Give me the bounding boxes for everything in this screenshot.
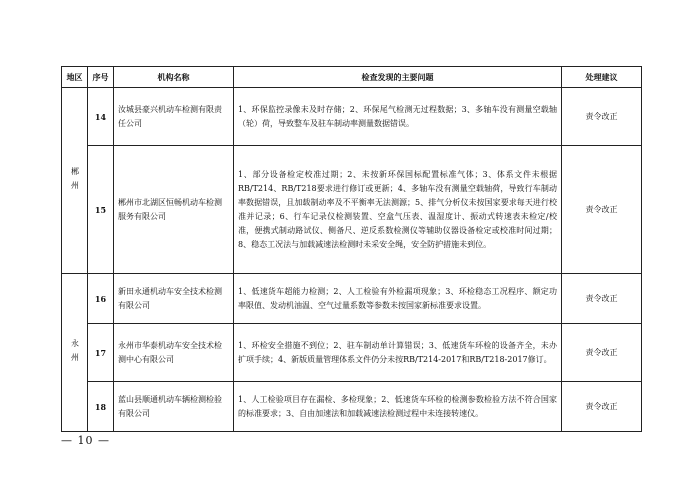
- row-number: 17: [88, 324, 114, 382]
- table-row: [62, 324, 642, 382]
- row-number: 14: [88, 88, 114, 146]
- org-name: 新田永通机动车安全技术检测有限公司: [114, 274, 234, 324]
- page-number: — 10 —: [61, 434, 110, 447]
- issues-text: 1、低速货车超能力检测；2、人工检验有外检漏项现象；3、环检稳态工况程序、额定功率限值、发动机油温、空气过量系数等参数未按国家新标准要求设置。: [234, 274, 562, 324]
- action-text: 责令改正: [562, 324, 642, 382]
- row-number: 18: [88, 382, 114, 432]
- org-name: 永州市华泰机动车安全技术检测中心有限公司: [114, 324, 234, 382]
- issues-text: 1、环检安全措施不到位；2、驻车制动单计算错误；3、低速货车环检的设备齐全，未办扩项手续；4、新版质量管理体系文件仍分未按RB/T214-2017和RB/T218-2017修订。: [234, 324, 562, 382]
- issues-text: 1、部分设备检定校准过期；2、未按新环保国标配置标准气体；3、体系文件未根据RB/T214、RB/T218要求进行修订或更新；4、多轴车没有测量空载轴荷，导致行车制动率数据错误，且加载制动率及不平衡率无法测源；5、排气分析仪未按国家要求每天进行校准并记录；6、行车记录仪检测装置、空盒气压表、温湿度计、振动式转速表未检定/校准，便携式制动路试仪、侧备尺、逆反系数检测仪等辅助仪器设备检定或校准时间过期；8、稳态工况法与加载减速法检测时未采安全绳，安全防护措施未到位。: [234, 146, 562, 274]
- table-row: [62, 146, 642, 274]
- header-issues: 检查发现的主要问题: [234, 67, 562, 88]
- action-text: 责令改正: [562, 146, 642, 274]
- action-text: 责令改正: [562, 88, 642, 146]
- issues-text: 1、环保监控录像未及时存储；2、环保尾气检测无过程数据；3、多轴车没有测量空载轴（轮）荷，导致整车及驻车制动率测量数据错误。: [234, 88, 562, 146]
- issues-text: 1、人工检验项目存在漏检、多检现象；2、低速货车环检的检测参数检验方法不符合国家的标准要求；3、自由加速法和加载减速法检测过程中未连接转速仪。: [234, 382, 562, 432]
- region-cell: 郴州: [62, 88, 88, 274]
- org-name: 郴州市北湖区恒畅机动车检测服务有限公司: [114, 146, 234, 274]
- action-text: 责令改正: [562, 382, 642, 432]
- table-row: [62, 274, 642, 324]
- org-name: 汝城县豪兴机动车检测有限责任公司: [114, 88, 234, 146]
- header-number: 序号: [88, 67, 114, 88]
- org-name: 蓝山县顺通机动车辆检测检验有限公司: [114, 382, 234, 432]
- action-text: 责令改正: [562, 274, 642, 324]
- header-org: 机构名称: [114, 67, 234, 88]
- inspection-table: [61, 66, 642, 432]
- region-cell: 永州: [62, 274, 88, 432]
- row-number: 15: [88, 146, 114, 274]
- table-row: [62, 382, 642, 432]
- table-header-row: [62, 67, 642, 88]
- header-region: 地区: [62, 67, 88, 88]
- row-number: 16: [88, 274, 114, 324]
- header-action: 处理建议: [562, 67, 642, 88]
- table-row: [62, 88, 642, 146]
